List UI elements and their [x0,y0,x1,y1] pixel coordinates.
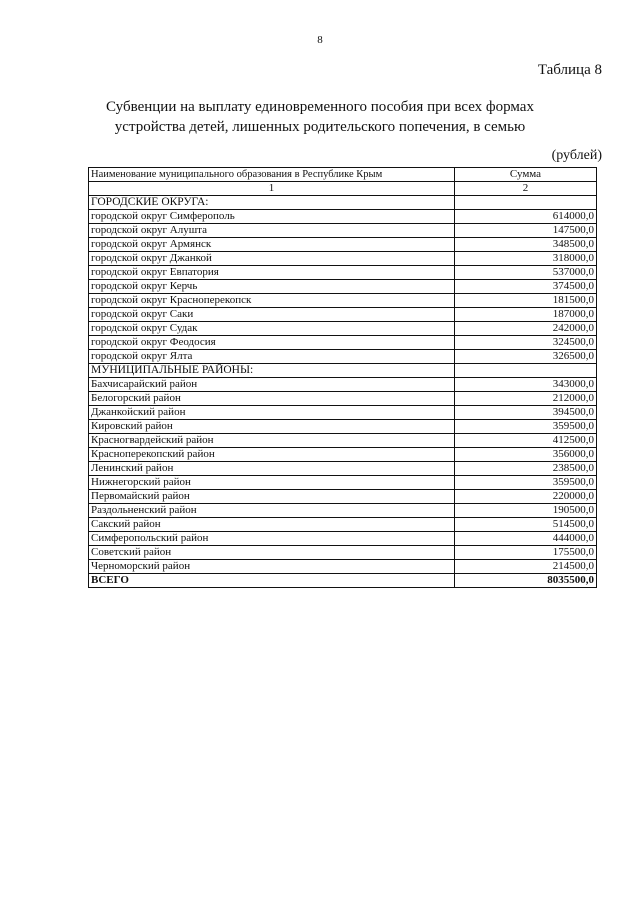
amount-cell: 242000,0 [455,322,597,336]
table-row [89,448,597,462]
municipality-name: городской округ Красноперекопск [89,294,455,308]
section-row-districts [89,364,597,378]
section-row-cities [89,196,597,210]
amount-cell: 190500,0 [455,504,597,518]
table-row [89,224,597,238]
municipality-name: Кировский район [89,420,455,434]
municipality-name: Раздольненский район [89,504,455,518]
header-sum-cell: Сумма [455,168,597,182]
header-name-cell: Наименование муниципального образования в Республике Крым [89,168,455,182]
table-row [89,392,597,406]
amount-cell: 220000,0 [455,490,597,504]
municipality-name: городской округ Алушта [89,224,455,238]
section-label-cities: ГОРОДСКИЕ ОКРУГА: [89,196,455,210]
municipality-name: Джанкойский район [89,406,455,420]
table-row [89,406,597,420]
amount-cell: 175500,0 [455,546,597,560]
amount-cell: 348500,0 [455,238,597,252]
amount-cell: 147500,0 [455,224,597,238]
amount-cell: 318000,0 [455,252,597,266]
municipality-name: городской округ Евпатория [89,266,455,280]
amount-cell: 324500,0 [455,336,597,350]
municipality-name: городской округ Ялта [89,350,455,364]
municipality-name: Нижнегорский район [89,476,455,490]
amount-cell: 181500,0 [455,294,597,308]
page-number: 8 [317,34,323,46]
municipality-name: Красногвардейский район [89,434,455,448]
table-row [89,518,597,532]
table-row [89,266,597,280]
amount-cell: 187000,0 [455,308,597,322]
municipality-name: городской округ Судак [89,322,455,336]
subsidy-table [88,167,597,588]
table-row [89,504,597,518]
column-number-1: 1 [89,182,455,196]
table-row [89,280,597,294]
table-row [89,238,597,252]
title-line-1: Субвенции на выплату единовременного пособия при всех формах [106,99,534,115]
amount-cell: 356000,0 [455,448,597,462]
amount-cell: 326500,0 [455,350,597,364]
table-row [89,476,597,490]
table-row [89,336,597,350]
municipality-name: Красноперекопский район [89,448,455,462]
amount-cell: 514500,0 [455,518,597,532]
amount-cell: 374500,0 [455,280,597,294]
municipality-name: Черноморский район [89,560,455,574]
table-row [89,532,597,546]
document-title [90,97,550,137]
amount-cell: 238500,0 [455,462,597,476]
amount-cell: 212000,0 [455,392,597,406]
table-row [89,462,597,476]
table-row [89,308,597,322]
amount-cell: 214500,0 [455,560,597,574]
amount-cell: 614000,0 [455,210,597,224]
table-row [89,560,597,574]
municipality-name: городской округ Керчь [89,280,455,294]
municipality-name: Бахчисарайский район [89,378,455,392]
amount-cell: 359500,0 [455,476,597,490]
table-body [89,168,597,588]
column-number-row [89,182,597,196]
table-row [89,350,597,364]
amount-cell: 343000,0 [455,378,597,392]
amount-cell: 444000,0 [455,532,597,546]
total-label: ВСЕГО [89,574,455,588]
table-row [89,434,597,448]
section-label-districts: МУНИЦИПАЛЬНЫЕ РАЙОНЫ: [89,364,455,378]
total-row [89,574,597,588]
header-row [89,168,597,182]
section-empty-cell [455,364,597,378]
table-row [89,322,597,336]
municipality-name: городской округ Симферополь [89,210,455,224]
amount-cell: 394500,0 [455,406,597,420]
table-row [89,378,597,392]
column-number-2: 2 [455,182,597,196]
municipality-name: городской округ Джанкой [89,252,455,266]
municipality-name: городской округ Феодосия [89,336,455,350]
unit-label: (рублей) [551,148,602,163]
municipality-name: Советский район [89,546,455,560]
municipality-name: Белогорский район [89,392,455,406]
section-empty-cell [455,196,597,210]
table-row [89,420,597,434]
municipality-name: Симферопольский район [89,532,455,546]
title-line-2: устройства детей, лишенных родительского попечения, в семью [114,119,526,135]
amount-cell: 412500,0 [455,434,597,448]
table-row [89,294,597,308]
total-amount: 8035500,0 [455,574,597,588]
municipality-name: городской округ Армянск [89,238,455,252]
table-row [89,252,597,266]
municipality-name: Первомайский район [89,490,455,504]
table-row [89,210,597,224]
municipality-name: Ленинский район [89,462,455,476]
amount-cell: 537000,0 [455,266,597,280]
municipality-name: городской округ Саки [89,308,455,322]
table-row [89,490,597,504]
amount-cell: 359500,0 [455,420,597,434]
table-label: Таблица 8 [537,62,602,78]
municipality-name: Сакский район [89,518,455,532]
table-row [89,546,597,560]
